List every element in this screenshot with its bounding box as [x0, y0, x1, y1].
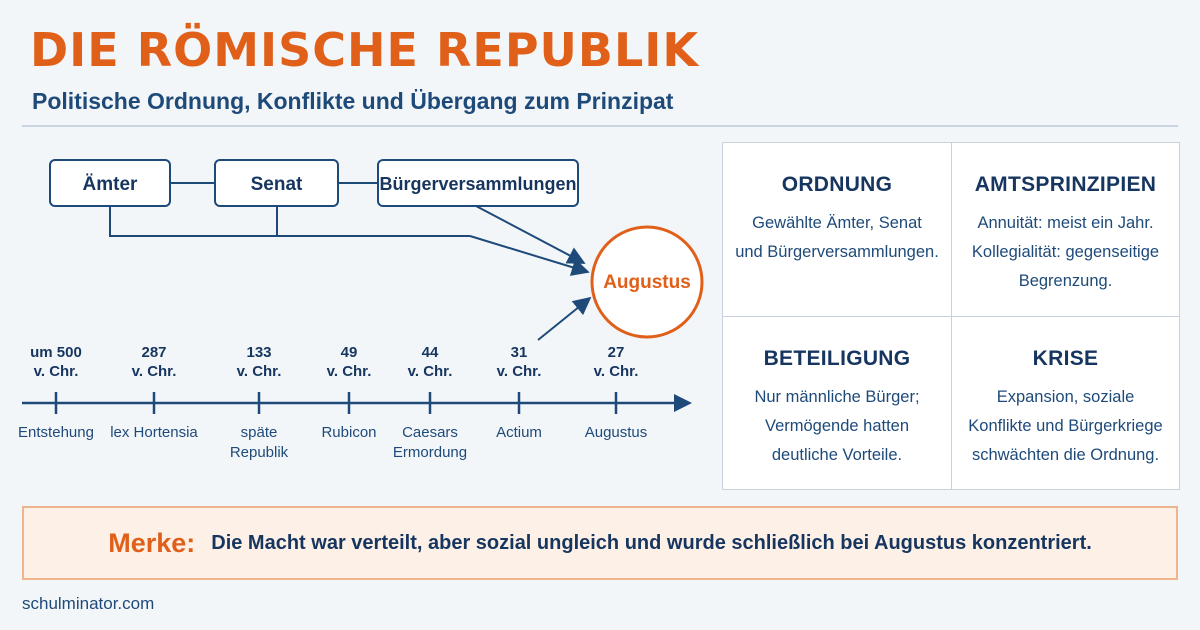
card-line: Begrenzung.	[1018, 272, 1113, 290]
timeline-event-label: Actium	[496, 424, 542, 441]
timeline-year: 27	[607, 344, 625, 361]
merke-callout	[22, 506, 1178, 580]
timeline-era: v. Chr.	[407, 363, 453, 380]
timeline-era: v. Chr.	[236, 363, 282, 380]
card-text	[735, 383, 939, 470]
merke-label: Merke:	[108, 527, 196, 558]
box-label-senat: Senat	[250, 174, 303, 195]
timeline-event-label: Republik	[229, 444, 289, 461]
card-heading: AMTSPRINZIPIEN	[974, 173, 1157, 196]
timeline-year: 31	[510, 344, 528, 361]
timeline-year: um 500	[30, 344, 82, 361]
card-heading: KRISE	[1032, 347, 1099, 370]
card-heading: ORDNUNG	[781, 173, 893, 196]
card-line: Vermögende hatten	[764, 417, 910, 435]
card-line: schwächten die Ordnung.	[971, 446, 1160, 464]
institution-box-buergerversammlungen	[378, 160, 578, 206]
institution-box-aemter	[50, 160, 170, 206]
timeline-year: 133	[246, 344, 272, 361]
timeline-event-label: späte	[240, 424, 278, 441]
timeline-era: v. Chr.	[326, 363, 372, 380]
timeline-era: v. Chr.	[131, 363, 177, 380]
timeline-year: 49	[340, 344, 358, 361]
timeline-era: v. Chr.	[593, 363, 639, 380]
timeline-event-label: Rubicon	[321, 424, 377, 441]
timeline-event-label: Ermordung	[392, 444, 468, 461]
card-line: Annuität: meist ein Jahr.	[977, 214, 1154, 232]
timeline-event-label: Augustus	[584, 424, 648, 441]
card-text	[964, 383, 1167, 470]
card-krise	[951, 316, 1179, 489]
timeline-era: v. Chr.	[33, 363, 79, 380]
card-heading: BETEILIGUNG	[763, 347, 911, 370]
structure-timeline-diagram	[0, 130, 710, 490]
page-subtitle: Politische Ordnung, Konflikte und Übergang zum Prinzipat	[32, 88, 674, 114]
card-amtsprinzipien	[951, 143, 1179, 316]
footer-site: schulminator.com	[22, 594, 155, 613]
card-line: Expansion, soziale	[996, 388, 1135, 406]
augustus-node	[592, 227, 702, 337]
card-text	[735, 209, 939, 267]
arrows-to-augustus	[470, 206, 590, 340]
card-line: und Bürgerversammlungen.	[735, 243, 939, 261]
timeline-arrowhead	[674, 394, 692, 412]
box-label-buergerversammlungen: Bürgerversammlungen	[379, 174, 577, 194]
timeline-event-label: Entstehung	[18, 424, 94, 441]
card-text	[964, 209, 1167, 296]
institution-box-senat	[215, 160, 338, 206]
timeline-year: 287	[141, 344, 167, 361]
timeline-event-label: lex Hortensia	[110, 424, 198, 441]
card-beteiligung	[723, 316, 951, 489]
header-divider	[22, 125, 1178, 127]
timeline-event-label: Caesars	[402, 424, 458, 441]
card-line: Konflikte und Bürgerkriege	[968, 417, 1163, 435]
page-title: DIE RÖMISCHE REPUBLIK	[30, 23, 700, 77]
card-ordnung	[723, 143, 951, 316]
card-line: deutliche Vorteile.	[771, 446, 903, 464]
box-label-aemter: Ämter	[82, 174, 138, 195]
card-line: Nur männliche Bürger;	[754, 388, 920, 406]
augustus-label: Augustus	[603, 272, 691, 293]
merke-text: Die Macht war verteilt, aber sozial ungleich und wurde schließlich bei Augustus konzentriert.	[211, 531, 1092, 554]
timeline-year: 44	[421, 344, 439, 361]
card-line: Kollegialität: gegenseitige	[971, 243, 1160, 261]
timeline-era: v. Chr.	[496, 363, 542, 380]
card-line: Gewählte Ämter, Senat	[752, 214, 922, 232]
summary-grid	[722, 142, 1180, 490]
